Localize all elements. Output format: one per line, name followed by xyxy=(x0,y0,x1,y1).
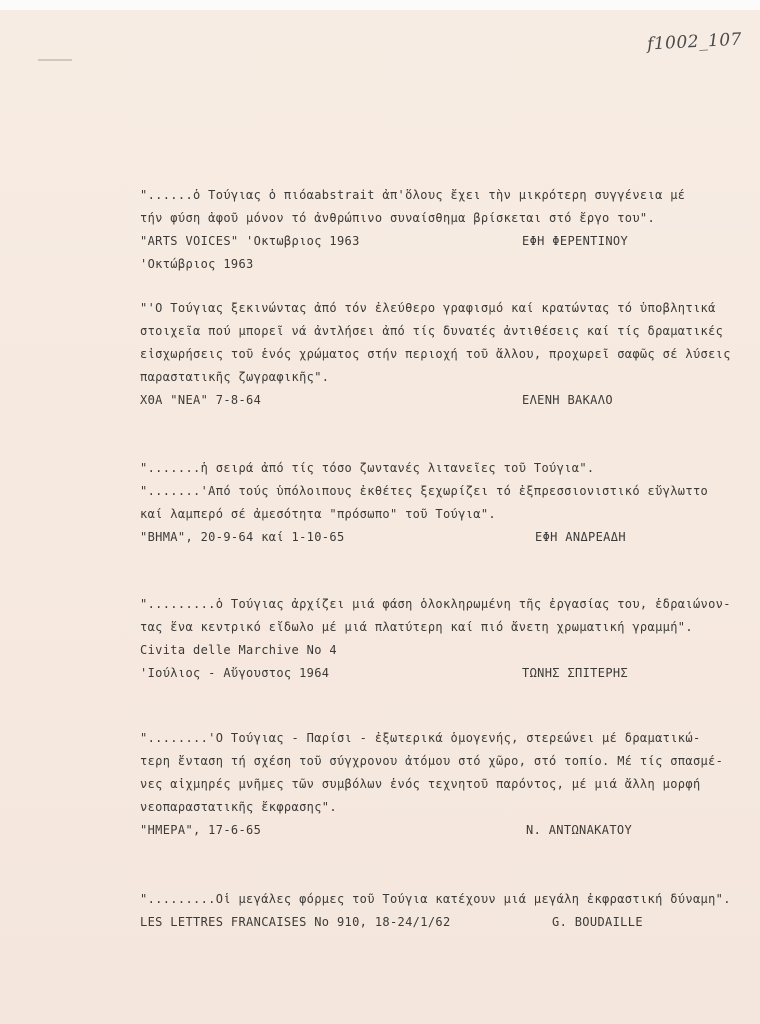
citation-row xyxy=(140,662,740,685)
quote-1 xyxy=(140,184,740,276)
quote-line: ".......'Από τούς ὑπόλοιπους ἐκθέτες ξεχωρίζει τό ἐξπρεσσιονιστικό εὔγλωττο xyxy=(140,484,709,498)
quote-line: τήν φύση ἀφοῦ μόνον τό ἀνθρώπινο συναίσθημα βρίσκεται στό ἔργο του". xyxy=(140,211,656,225)
citation-row xyxy=(140,911,740,934)
quote-line: στοιχεῖα πού μπορεῖ νά ἀντλήσει ἀπό τίς δυνατές ἀντιθέσεις καί τίς δραματικές xyxy=(140,324,724,338)
citation-row xyxy=(140,389,740,412)
citation-row xyxy=(140,819,740,842)
quote-line: ".......ἡ σειρά ἀπό τίς τόσο ζωντανές λιτανεῖες τοῦ Τούγια". xyxy=(140,461,595,475)
citation-source: LES LETTRES FRANCAISES No 910, 18-24/1/62 xyxy=(140,915,451,929)
quote-line: ".........Οἱ μεγάλες φόρμες τοῦ Τούγια κατέχουν μιά μεγάλη ἐκφραστική δύναμη". xyxy=(140,892,731,906)
quote-line: τερη ἔνταση τή σχέση τοῦ σύγχρονου ἀτόμου στό χῶρο, στό τοπίο. Μέ τίς σπασμέ- xyxy=(140,754,724,768)
citation-author: ΕΦΗ ΑΝΔΡΕΑΔΗ xyxy=(535,530,626,544)
citation-source: "ΗΜΕΡΑ", 17-6-65 xyxy=(140,823,262,837)
citation-date: 'Οκτώβριος 1963 xyxy=(140,257,254,271)
citation-source: Civita delle Marchive No 4 xyxy=(140,643,337,657)
citation-row xyxy=(140,230,740,253)
quote-line: εἰσχωρήσεις τοῦ ἑνός χρώματος στήν περιοχή τοῦ ἄλλου, προχωρεῖ σαφῶς σέ λύσεις xyxy=(140,347,731,361)
citation-author: G. BOUDAILLE xyxy=(552,915,643,929)
citation-source: "ΒΗΜΑ", 20-9-64 καί 1-10-65 xyxy=(140,530,345,544)
quote-line: παραστατικῆς ζωγραφικῆς". xyxy=(140,370,330,384)
quote-line: "........'Ο Τούγιας - Παρίσι - ἐξωτερικά ὁμογενής, στερεώνει μέ δραματικώ- xyxy=(140,731,701,745)
archive-reference: f1002_107 xyxy=(646,29,743,55)
quote-line: νες αἰχμηρές μνῆμες τῶν συμβόλων ἑνός τεχνητοῦ παρόντος, μέ μιά ἄλλη μορφή xyxy=(140,777,701,791)
quote-line: ".........ὁ Τούγιας ἀρχίζει μιά φάση ὁλοκληρωμένη τῆς ἐργασίας του, ἑδραιώνον- xyxy=(140,597,731,611)
quote-5 xyxy=(140,727,740,842)
quote-line: "......ὁ Τούγιας ὁ πιόαabstrait ἀπ'ὅλους ἔχει τὴν μικρότερη συγγένεια μέ xyxy=(140,188,686,202)
quote-6 xyxy=(140,888,740,934)
quote-2 xyxy=(140,297,740,412)
citation-row xyxy=(140,526,740,549)
quote-line: καί λαμπερό σέ ἀμεσότητα "πρόσωπο" τοῦ Τούγια". xyxy=(140,507,497,521)
citation-author: Ν. ΑΝΤΩΝΑΚΑΤΟΥ xyxy=(526,823,633,837)
citation-author: ΕΦΗ ΦΕΡΕΝΤΙΝΟΥ xyxy=(522,234,629,248)
citation-source: "ARTS VOICES" 'Οκτωβριος 1963 xyxy=(140,234,360,248)
quote-line: τας ἕνα κεντρικό εἴδωλο μέ μιά πλατύτερη καί πιό ἄνετη χρωματική γραμμή". xyxy=(140,620,693,634)
citation-author: ΤΩΝΗΣ ΣΠΙΤΕΡΗΣ xyxy=(522,666,629,680)
citation-author: ΕΛΕΝΗ ΒΑΚΑΛΟ xyxy=(522,393,613,407)
quote-line: "'Ο Τούγιας ξεκινώντας ἀπό τόν ἐλεύθερο γραφισμό καί κρατώντας τό ὑποβλητικά xyxy=(140,301,716,315)
quote-line: νεοπαραστατικῆς ἔκφρασης". xyxy=(140,800,337,814)
citation-date: 'Ιούλιος - Αὔγουστος 1964 xyxy=(140,666,330,680)
quote-3 xyxy=(140,457,740,549)
quote-4 xyxy=(140,593,740,685)
citation-source: ΧΘΑ "ΝΕΑ" 7-8-64 xyxy=(140,393,262,407)
punch-mark xyxy=(38,59,72,61)
